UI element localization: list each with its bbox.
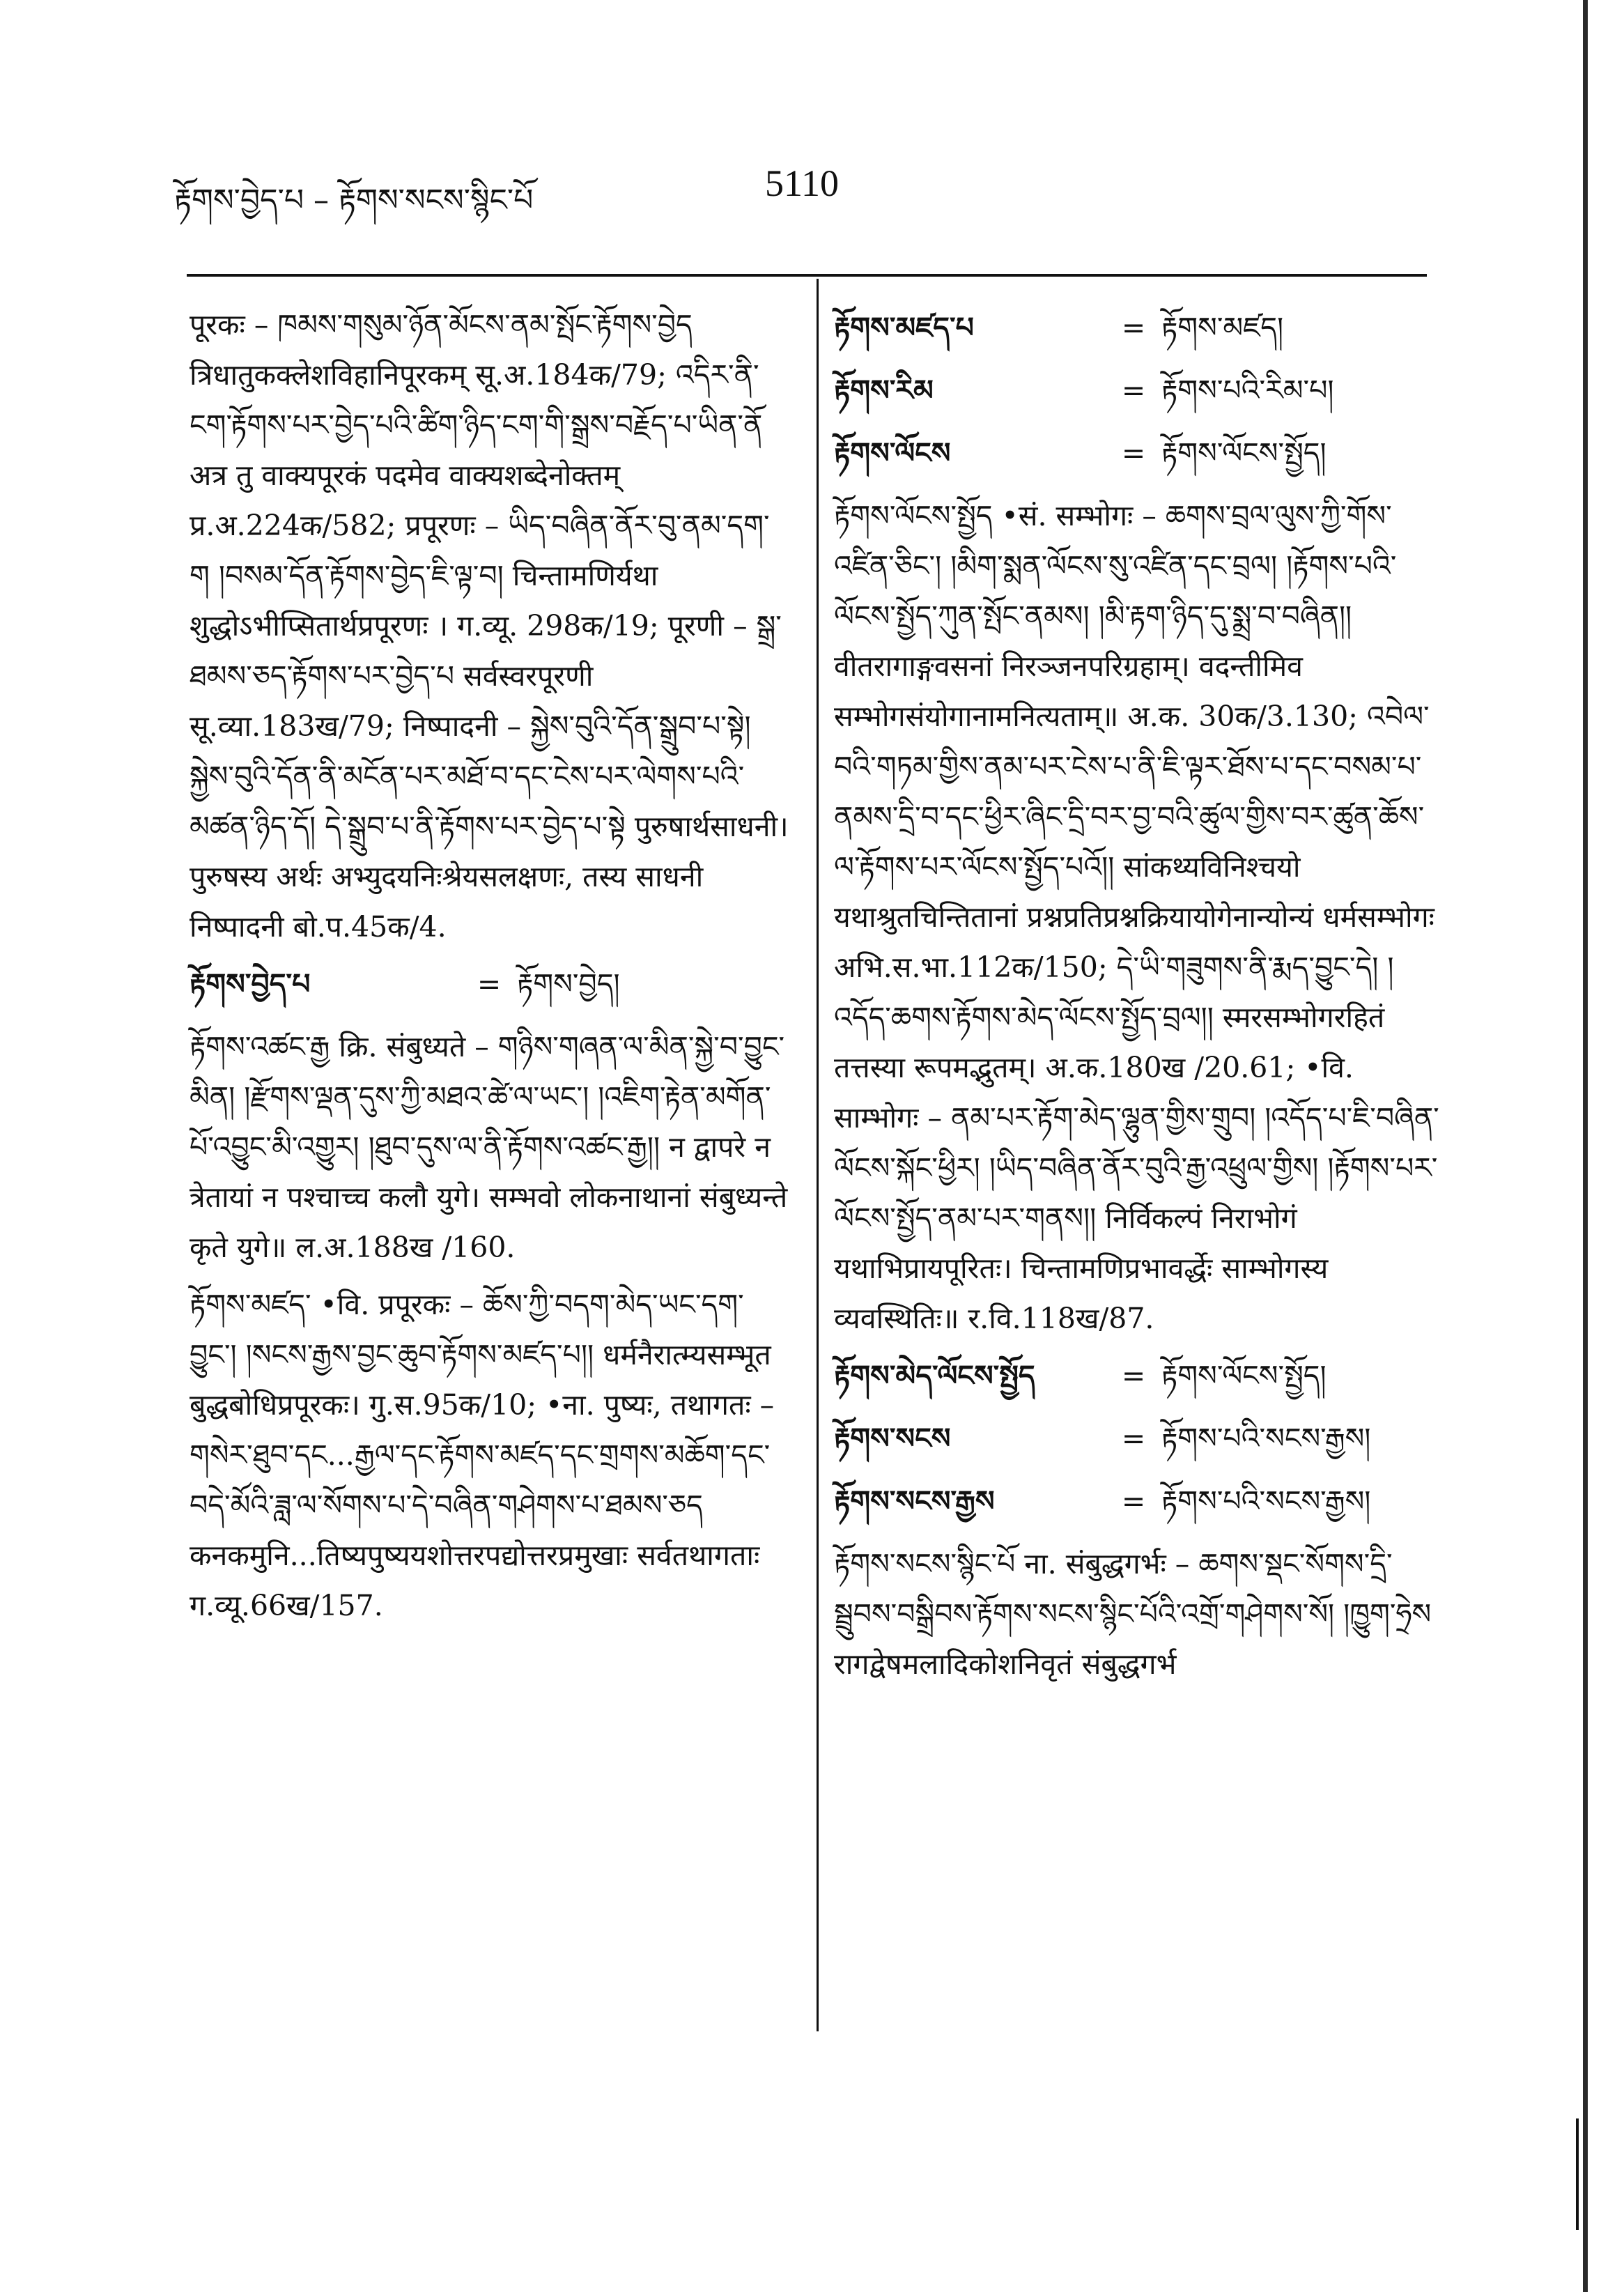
right-column: [834, 300, 1447, 1696]
xref-equals: =: [1121, 1359, 1146, 1392]
cross-reference-rtogs-med-longs-spyod: [834, 1351, 1447, 1401]
entry-rtogs-tshang-rgya: [190, 1022, 789, 1272]
xref-target: རྟོགས་པའི་རིམ་པ།: [1161, 374, 1334, 407]
xref-target: རྟོགས་པའི་སངས་རྒྱས།: [1161, 1484, 1371, 1518]
cross-reference-rtogs-byed-pa: [190, 959, 789, 1009]
cross-reference-rtogs-sangs-rgyas: [834, 1476, 1447, 1526]
entry-rtogs-sangs-snying-po: [834, 1539, 1447, 1689]
entry-text: རྟོགས་འཚང་རྒྱ क्रि. संबुध्यते – གཉིས་གཞན་ལ་མིན་སྐྱེ་བ་བྱུང་མིན། །རྫོགས་ལྡན་དུས་ཀྱི་མཐའ་ཚེ་ལ་ཡང་། །འཇིག་རྟེན་མགོན་པོ་འབྱུང་མི་འགྱུར། །ཐུབ་དུས་ལ་ནི་རྟོགས་འཚང་རྒྱ།། न द्वापरे न त्रेतायां न पश्चाच्च कलौ युगे। सम्भवो लोकनाथानां संबुध्यन्ते कृते युगे॥ ल.अ.188ख /160.: [190, 1030, 788, 1264]
xref-headword: རྟོགས་རིམ: [834, 374, 934, 407]
xref-headword: རྟོགས་མེད་ལོངས་སྤྱོད: [834, 1359, 1035, 1392]
xref-target: རྟོགས་ལོངས་སྤྱོད།: [1161, 1359, 1327, 1392]
xref-target: རྟོགས་མཛད།: [1161, 311, 1284, 344]
column-divider: [817, 279, 819, 2031]
xref-equals: =: [1121, 374, 1146, 407]
left-column: [190, 300, 789, 1638]
xref-headword: རྟོགས་བྱེད་པ: [190, 967, 311, 1001]
scan-edge-mark: [1576, 2118, 1579, 2230]
xref-headword: རྟོགས་མཛད་པ: [834, 311, 974, 344]
cross-reference-rtogs-mdzad-pa: [834, 302, 1447, 353]
xref-equals: =: [1121, 1422, 1146, 1455]
xref-equals: =: [1121, 436, 1146, 470]
xref-equals: =: [1121, 311, 1146, 344]
scan-edge-line: [1583, 0, 1588, 2292]
header-rule: [187, 274, 1427, 277]
cross-reference-rtogs-sangs: [834, 1413, 1447, 1463]
page-number: 5110: [765, 162, 839, 204]
cross-reference-rtogs-longs: [834, 428, 1447, 478]
entry-text: རྟོགས་མཛད་ •वि. प्रपूरकः – ཆོས་ཀྱི་བདག་མེད་ཡང་དག་བྱུང་། །སངས་རྒྱས་བྱང་ཆུབ་རྟོགས་མཛད་པ།། धर्मनैरात्म्यसम्भूत बुद्धबोधिप्रपूरकः। गु.स.95क/10; •ना. पुष्यः, तथागतः – གསེར་ཐུབ་དང...རྒྱལ་དང་རྟོགས་མཛད་དང་གྲགས་མཆོག་དང་བདེ་མོའི་ཟླ་ལ་སོགས་པ་དེ་བཞིན་གཤེགས་པ་ཐམས་ཅད कनकमुनि...तिष्यपुष्ययशोत्तरपद्योत्तरप्रमुखाः सर्वतथागताः ग.व्यू.66ख/157.: [190, 1288, 775, 1622]
entry-text: རྟོགས་ལོངས་སྤྱོད •सं. सम्भोगः – ཆགས་བྲལ་ལུས་ཀྱི་གོས་འཛིན་ཅིང་། །མིག་སྨན་ལོངས་སུ་འཛིན་དང་བྲལ། །རྟོགས་པའི་ལོངས་སྤྱོད་ཀུན་སྤོང་ནམས། །མི་རྟག་ཉིད་དུ་སྨྲ་བ་བཞིན།། वीतरागाङ्गवसनां निरञ्जनपरिग्रहाम्। वदन्तीमिव सम्भोगसंयोगानामनित्यताम्॥ अ.क. 30क/3.130; འབེལ་བའི་གཏམ་གྱིས་ནམ་པར་ངེས་པ་ནི་ཇི་ལྟར་ཐོས་པ་དང་བསམ་པ་ནམས་དྲི་བ་དང་ཕྱིར་ཞིང་དྲི་བར་བྱ་བའི་ཚུལ་གྱིས་བར་ཚུན་ཆོས་ལ་རྟོགས་པར་ལོངས་སྤྱོད་པའོ།། सांकथ्यविनिश्चयो यथाश्रुतचिन्तितानां प्रश्नप्रतिप्रश्नक्रियायोगेनान्योन्यं धर्मसम्भोगः अभि.स.भा.112क/150; དེ་ཡི་གཟུགས་ནི་རྨད་བྱུང་དེ། །འདོད་ཆགས་རྟོགས་མེད་ལོངས་སྤྱོད་བྲལ།། स्मरसम्भोगरहितं तत्तस्या रूपमद्भुतम्। अ.क.180ख /20.61; •वि. साम्भोगः – ནམ་པར་རྟོག་མེད་ལྷུན་གྱིས་གྲུབ། །འདོད་པ་ཇི་བཞིན་ལོངས་སྐོང་ཕྱིར། །ཡིད་བཞིན་ནོར་བུའི་རྒྱ་འཕྲུལ་གྱིས། །རྟོགས་པར་ལོངས་སྤྱོད་ནམ་པར་གནས།། निर्विकल्पं निराभोगं यथाभिप्रायपूरितः। चिन्तामणिप्रभावर्द्धेः साम्भोगस्य व्यवस्थितिः॥ र.वि.118ख/87.: [834, 499, 1439, 1335]
xref-headword: རྟོགས་ལོངས: [834, 436, 951, 470]
entry-rtogs-longs-spyod: [834, 491, 1447, 1344]
entry-text: རྟོགས་སངས་སྙིང་པོ ना. संबुद्धगर्भः – ཆགས་སྡང་སོགས་དྲི་སྦྲུབས་བསྒྲིབས་རྟོགས་སངས་སྙིང་པོའི་འགྲོ་གཤེགས་སོ། །ཁྱུག་ཧྲེས रागद्वेषमलादिकोशनिवृतं संबुद्धगर्भ: [834, 1547, 1432, 1681]
xref-target: རྟོགས་ལོངས་སྤྱོད།: [1161, 436, 1327, 470]
entry-text: पूरकः – ཁམས་གསུམ་ཉོན་མོངས་ནམ་སྤོང་རྟོགས་བྱེད त्रिधातुकक्लेशविहानिपूरकम् सू.अ.184क/79; འདིར་ནི་ངག་རྟོགས་པར་བྱེད་པའི་ཚིག་ཉིད་ངག་གི་སྒྲས་བརྗོད་པ་ཡིན་ནོ अत्र तु वाक्यपूरकं पदमेव वाक्यशब्देनोक्तम् प्र.अ.224क/582; प्रपूरणः – ཡིད་བཞིན་ནོར་བུ་ནམ་དག་ག །བསམ་དོན་རྟོགས་བྱེད་ཇི་ལྟ་བ། चिन्तामणिर्यथा शुद्धोऽभीप्सितार्थप्रपूरणः । ग.व्यू. 298क/19; पूरणी – སྒྲ་ཐམས་ཅད་རྟོགས་པར་བྱེད་པ सर्वस्वरपूरणी सू.व्या.183ख/79; निष्पादनी – སྐྱེས་བུའི་དོན་སྒྲུབ་པ་སྟེ། སྐྱེས་བུའི་དོན་ནི་མངོན་པར་མཐོ་བ་དང་ངེས་པར་ལེགས་པའི་མཚན་ཉིད་དོ། དེ་སྒྲུབ་པ་ནི་རྟོགས་པར་བྱེད་པ་སྟེ पुरुषार्थसाधनी। पुरुषस्य अर्थः अभ्युदयनिःश्रेयसलक्षणः, तस्य साधनी निष्पादनी बो.प.45क/4.: [190, 308, 789, 944]
xref-headword: རྟོགས་སངས་རྒྱས: [834, 1484, 995, 1518]
xref-target: རྟོགས་བྱེད།: [517, 967, 620, 1001]
xref-target: རྟོགས་པའི་སངས་རྒྱས།: [1161, 1422, 1371, 1455]
xref-equals: =: [477, 967, 502, 1001]
xref-equals: =: [1121, 1484, 1146, 1518]
running-header-range: རྟོགས་བྱེད་པ – རྟོགས་སངས་སྙིང་པོ: [174, 183, 534, 218]
cross-reference-rtogs-rim: [834, 365, 1447, 415]
entry-continuation-purakah: [190, 300, 789, 952]
entry-rtogs-mdzad: [190, 1279, 789, 1631]
xref-headword: རྟོགས་སངས: [834, 1422, 951, 1455]
